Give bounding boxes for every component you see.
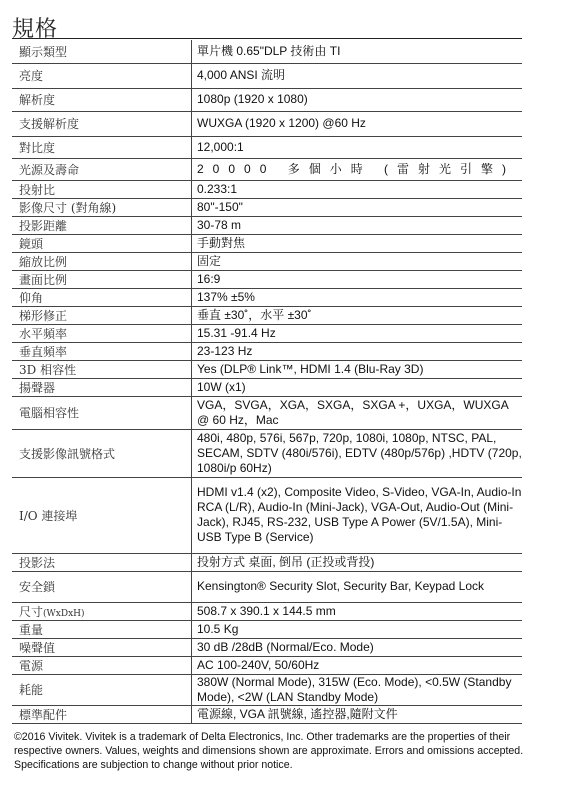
spec-row xyxy=(12,324,522,342)
spec-row xyxy=(12,571,522,602)
spec-value: 80"-150" xyxy=(192,198,523,216)
spec-label xyxy=(12,111,192,136)
spec-label-text: 投射比 xyxy=(19,182,56,197)
spec-label-text: 尺寸 xyxy=(19,604,44,619)
spec-label-text: 亮度 xyxy=(19,69,44,83)
spec-label xyxy=(12,360,192,378)
spec-value: 30 dB /28dB (Normal/Eco. Mode) xyxy=(192,638,523,656)
spec-row xyxy=(12,674,522,705)
spec-value: 15.31 -91.4 Hz xyxy=(192,324,523,342)
spec-label xyxy=(12,342,192,360)
spec-label xyxy=(12,429,192,477)
spec-row xyxy=(12,136,522,158)
spec-row xyxy=(12,656,522,674)
spec-label xyxy=(12,270,192,288)
spec-label xyxy=(12,324,192,342)
spec-value: AC 100-240V, 50/60Hz xyxy=(192,656,523,674)
spec-value: HDMI v1.4 (x2), Composite Video, S-Video, VGA-In, Audio-In RCA (L/R), Audio-In (Mini-Jack), VGA-Out, Audio-Out (Mini-Jack), RJ45, RS-232, USB Type A Power (5V/1.5A), Mini-USB Type B (Service) xyxy=(192,477,523,553)
spec-row xyxy=(12,63,522,88)
spec-label-text: 電腦相容性 xyxy=(19,406,80,420)
spec-label-text: 噪聲值 xyxy=(19,640,56,655)
spec-label-text: 3D 相容性 xyxy=(19,362,77,377)
spec-label xyxy=(12,378,192,396)
copyright-footer: ©2016 Vivitek. Vivitek is a trademark of Delta Electronics, Inc. Other trademarks are the properties of their respective owners. Values, weights and dimensions shown are approximate. Errors and omissions accepted. Specifications are subjection to change without prior notice. xyxy=(14,731,524,771)
spec-value: 508.7 x 390.1 x 144.5 mm xyxy=(192,602,523,620)
spec-label xyxy=(12,180,192,198)
spec-row xyxy=(12,360,522,378)
spec-label-unit: (WxDxH) xyxy=(43,608,85,619)
spec-label xyxy=(12,216,192,234)
spec-label xyxy=(12,288,192,306)
spec-label-text: 水平頻率 xyxy=(19,326,68,341)
spec-label-text: I/O 連接埠 xyxy=(19,508,78,523)
spec-label-text: 重量 xyxy=(19,622,44,637)
spec-row xyxy=(12,180,522,198)
spec-label xyxy=(12,396,192,429)
spec-row xyxy=(12,111,522,136)
spec-value: WUXGA (1920 x 1200) @60 Hz xyxy=(192,111,523,136)
spec-value: VGA，SVGA，XGA，SXGA，SXGA +，UXGA，WUXGA @ 60 Hz，Mac xyxy=(192,396,523,429)
spec-label-text: 標準配件 xyxy=(19,707,68,722)
spec-label xyxy=(12,553,192,571)
spec-value: 單片機 0.65"DLP 技術由 TI xyxy=(192,40,523,63)
spec-row xyxy=(12,638,522,656)
spec-label xyxy=(12,602,192,620)
spec-value: Kensington® Security Slot, Security Bar, Keypad Lock xyxy=(192,571,523,602)
page-title: 規格 xyxy=(12,17,59,42)
spec-label-text: 揚聲器 xyxy=(19,380,56,395)
title-divider xyxy=(12,38,522,39)
spec-label xyxy=(12,158,192,180)
spec-row xyxy=(12,306,522,324)
spec-row xyxy=(12,378,522,396)
spec-label xyxy=(12,198,192,216)
spec-label-text: 電源 xyxy=(19,658,44,673)
spec-label xyxy=(12,656,192,674)
spec-label xyxy=(12,234,192,252)
spec-label-text: 仰角 xyxy=(19,290,44,305)
spec-row xyxy=(12,553,522,571)
spec-label xyxy=(12,705,192,723)
spec-label-text: 鏡頭 xyxy=(19,236,44,251)
spec-table xyxy=(12,40,522,724)
spec-row xyxy=(12,234,522,252)
spec-value: 0.233:1 xyxy=(192,180,523,198)
spec-value: 10.5 Kg xyxy=(192,620,523,638)
spec-row xyxy=(12,270,522,288)
spec-label-text: 支援影像訊號格式 xyxy=(19,446,116,461)
spec-row xyxy=(12,40,522,63)
spec-label-text: 投影法 xyxy=(19,555,56,570)
spec-label-text: 安全鎖 xyxy=(19,580,56,594)
spec-value: 480i, 480p, 576i, 567p, 720p, 1080i, 1080p, NTSC, PAL, SECAM, SDTV (480i/576i), EDTV (480p/576p) ,HDTV (720p, 1080i/p 60Hz) xyxy=(192,429,523,477)
spec-label-text: 垂直頻率 xyxy=(19,344,68,359)
spec-value: 16:9 xyxy=(192,270,523,288)
spec-label-text: 解析度 xyxy=(19,93,56,107)
spec-label-text: 縮放比例 xyxy=(19,254,68,269)
spec-label xyxy=(12,136,192,158)
spec-value: Yes (DLP® Link™, HDMI 1.4 (Blu-Ray 3D) xyxy=(192,360,523,378)
spec-label xyxy=(12,477,192,553)
spec-value: 137% ±5% xyxy=(192,288,523,306)
spec-label xyxy=(12,638,192,656)
spec-value: 1080p (1920 x 1080) xyxy=(192,88,523,111)
spec-value: 30-78 m xyxy=(192,216,523,234)
spec-row xyxy=(12,429,522,477)
spec-row xyxy=(12,216,522,234)
spec-label-text: 耗能 xyxy=(19,683,44,697)
spec-value: 20000 多個小時 (雷射光引擎) xyxy=(192,158,523,180)
spec-value: 固定 xyxy=(192,252,523,270)
spec-label xyxy=(12,63,192,88)
spec-label-text: 梯形修正 xyxy=(19,308,68,323)
spec-value: 12,000:1 xyxy=(192,136,523,158)
spec-label xyxy=(12,674,192,705)
spec-value: 380W (Normal Mode), 315W (Eco. Mode), <0.5W (Standby Mode), <2W (LAN Standby Mode) xyxy=(192,674,523,705)
spec-label-text: 光源及壽命 xyxy=(19,162,80,177)
spec-label xyxy=(12,40,192,63)
spec-label-text: 影像尺寸 (對角線) xyxy=(19,200,117,215)
spec-value: 10W (x1) xyxy=(192,378,523,396)
spec-label xyxy=(12,88,192,111)
spec-value: 4,000 ANSI 流明 xyxy=(192,63,523,88)
spec-label-text: 顯示類型 xyxy=(19,44,68,59)
spec-label-text: 投影距離 xyxy=(19,218,68,233)
spec-row xyxy=(12,252,522,270)
spec-row xyxy=(12,342,522,360)
spec-label xyxy=(12,620,192,638)
spec-value: 垂直 ±30˚，水平 ±30˚ xyxy=(192,306,523,324)
spec-value: 手動對焦 xyxy=(192,234,523,252)
spec-label xyxy=(12,252,192,270)
spec-value: 投射方式 桌面, 倒吊 (正投或背投) xyxy=(192,553,523,571)
spec-label-text: 對比度 xyxy=(19,140,56,155)
spec-row xyxy=(12,88,522,111)
spec-row xyxy=(12,396,522,429)
spec-row xyxy=(12,620,522,638)
spec-value: 電源線, VGA 訊號線, 遙控器,隨附文件 xyxy=(192,705,523,723)
spec-label-text: 支援解析度 xyxy=(19,117,80,131)
spec-row xyxy=(12,288,522,306)
spec-table-body xyxy=(12,40,522,723)
spec-row xyxy=(12,705,522,723)
spec-label xyxy=(12,306,192,324)
spec-label xyxy=(12,571,192,602)
spec-row xyxy=(12,158,522,180)
spec-row xyxy=(12,477,522,553)
spec-row xyxy=(12,198,522,216)
spec-label-text: 畫面比例 xyxy=(19,272,68,287)
spec-row xyxy=(12,602,522,620)
spec-value: 23-123 Hz xyxy=(192,342,523,360)
